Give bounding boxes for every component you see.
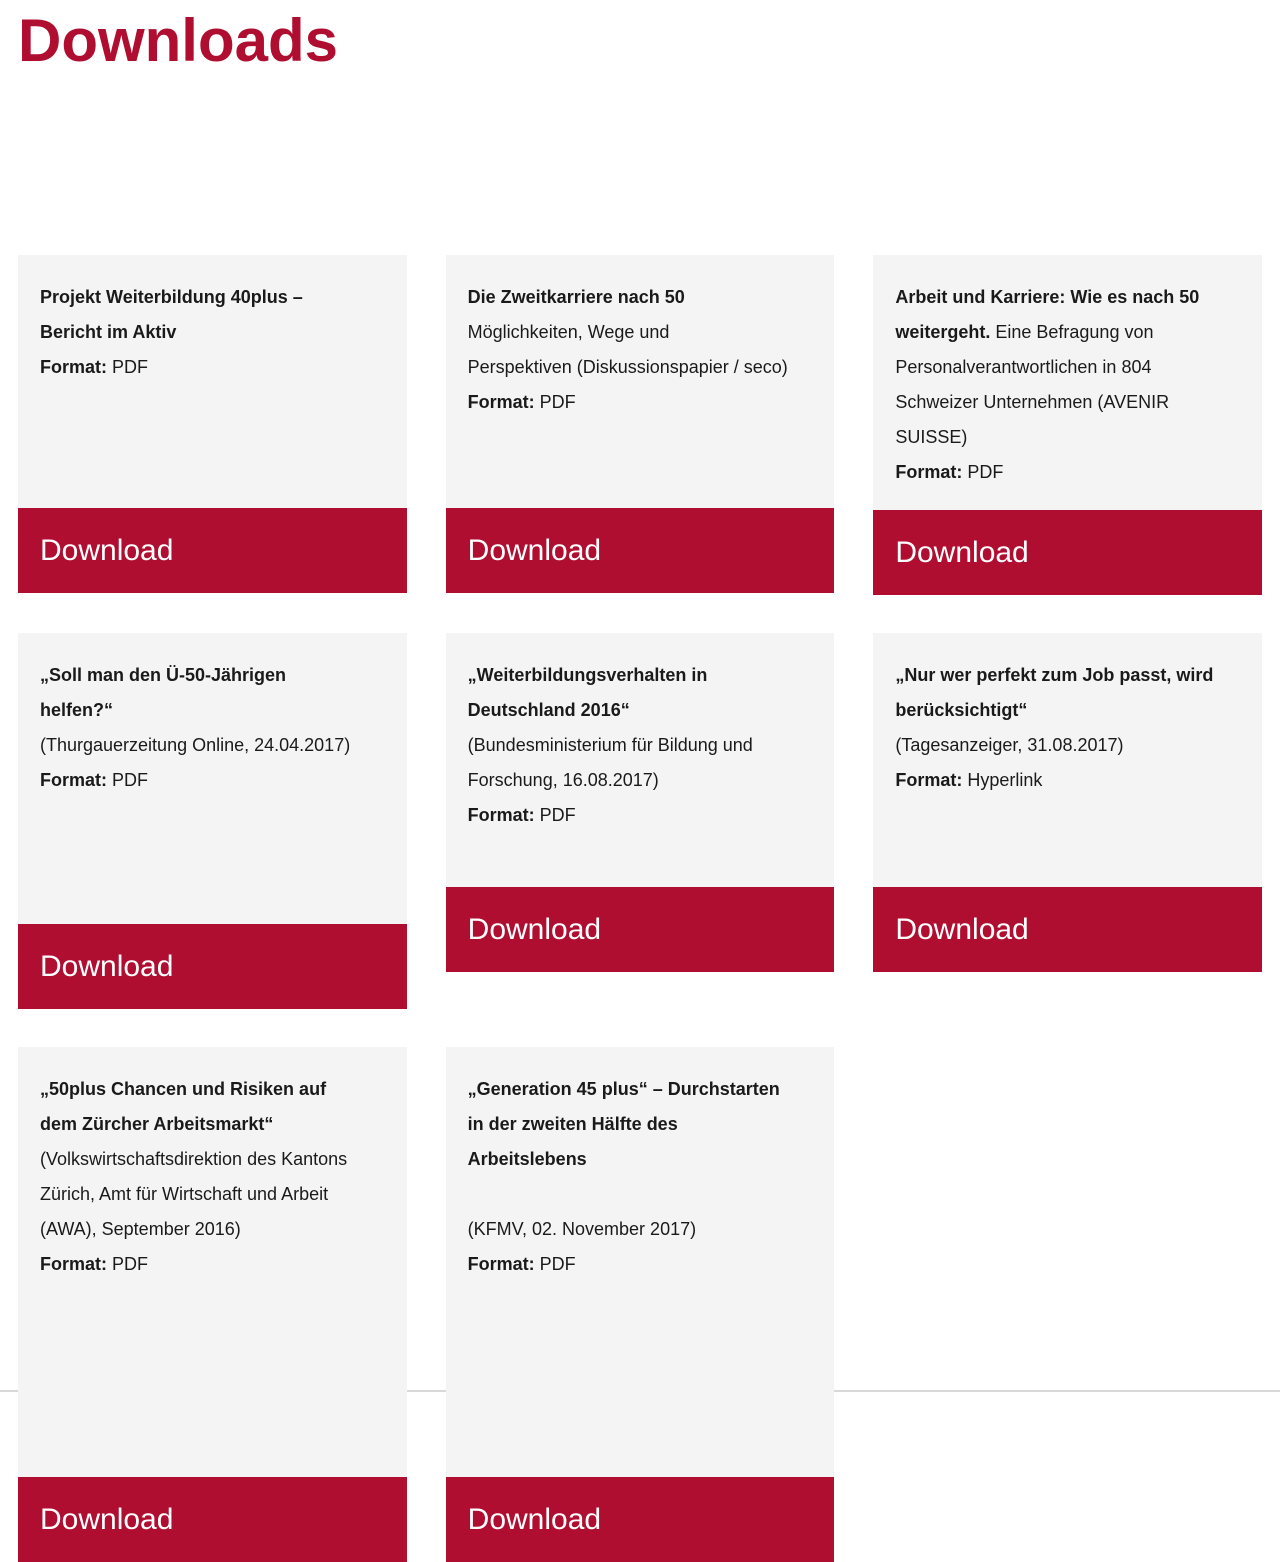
download-card <box>446 1047 835 1562</box>
format-label: Format: <box>40 1254 107 1274</box>
card-title-line <box>40 658 385 693</box>
card-description-line <box>895 350 1240 385</box>
card-content <box>446 1047 835 1477</box>
format-value: PDF <box>107 770 149 790</box>
card-title-text: dem Zürcher Arbeitsmarkt“ <box>40 1114 274 1134</box>
card-content <box>873 255 1262 510</box>
format-label: Format: <box>467 805 535 825</box>
card-description-line <box>40 1177 385 1212</box>
card-title-line <box>468 693 813 728</box>
download-card <box>873 633 1262 972</box>
format-line <box>40 763 385 798</box>
download-button[interactable]: Download <box>873 887 1262 972</box>
card-description-text: (Thurgauerzeitung Online, 24.04.2017) <box>40 735 351 755</box>
card-description-text: Eine Befragung von <box>990 322 1154 342</box>
format-label: Format: <box>40 770 107 790</box>
card-description-text: Zürich, Amt für Wirtschaft und Arbeit <box>40 1184 329 1204</box>
card-title-line <box>895 280 1240 315</box>
card-description-text: Schweizer Unternehmen (AVENIR <box>895 392 1170 412</box>
card-title-text: Bericht im Aktiv <box>40 322 177 342</box>
card-mixed-line <box>895 315 1240 350</box>
card-description-line <box>895 728 1240 763</box>
format-label: Format: <box>467 392 535 412</box>
format-line <box>895 763 1240 798</box>
format-value: PDF <box>107 357 149 377</box>
card-content <box>18 633 407 924</box>
download-button[interactable]: Download <box>18 508 407 593</box>
card-description-line <box>895 385 1240 420</box>
card-description-line <box>468 350 813 385</box>
card-description-text: (AWA), September 2016) <box>40 1219 241 1239</box>
card-content <box>873 633 1262 887</box>
card-title-text: Projekt Weiterbildung 40plus – <box>40 287 303 307</box>
format-value: PDF <box>534 392 576 412</box>
download-card <box>873 255 1262 595</box>
download-button[interactable]: Download <box>873 510 1262 595</box>
format-line <box>895 455 1240 490</box>
card-title-line <box>40 693 385 728</box>
card-title-line <box>40 1107 385 1142</box>
format-line <box>40 350 385 385</box>
format-line <box>468 1247 813 1282</box>
card-title-text: Arbeitslebens <box>467 1149 587 1169</box>
card-title-text: „Generation 45 plus“ – Durchstarten <box>467 1079 780 1099</box>
card-description-text: Forschung, 16.08.2017) <box>467 770 659 790</box>
card-title-line <box>40 315 385 350</box>
card-description-line <box>468 763 813 798</box>
card-title-text: „50plus Chancen und Risiken auf <box>40 1079 327 1099</box>
card-description-line <box>895 420 1240 455</box>
card-title-text: helfen?“ <box>40 700 114 720</box>
card-description-line <box>468 1212 813 1247</box>
card-description-line <box>468 315 813 350</box>
download-button[interactable]: Download <box>18 1477 407 1562</box>
card-title-text: berücksichtigt“ <box>895 700 1028 720</box>
download-card <box>446 255 835 593</box>
download-button[interactable]: Download <box>18 924 407 1009</box>
card-description-text: (KFMV, 02. November 2017) <box>467 1219 697 1239</box>
card-title-line <box>468 1072 813 1107</box>
card-title-text: Deutschland 2016“ <box>467 700 630 720</box>
card-title-line <box>468 280 813 315</box>
format-label: Format: <box>467 1254 535 1274</box>
download-card <box>18 1047 407 1562</box>
download-button[interactable]: Download <box>446 887 835 972</box>
downloads-section <box>0 6 1280 1536</box>
card-title-line <box>40 1072 385 1107</box>
downloads-grid <box>18 255 1262 1562</box>
card-title-line <box>40 280 385 315</box>
card-title-text: „Soll man den Ü-50-Jährigen <box>40 665 287 685</box>
format-line <box>40 1247 385 1282</box>
card-description-text: (Volkswirtschaftsdirektion des Kantons <box>40 1149 348 1169</box>
format-value: PDF <box>534 805 576 825</box>
card-description-line <box>40 728 385 763</box>
card-description-text: (Bundesministerium für Bildung und <box>467 735 753 755</box>
format-value: PDF <box>962 462 1004 482</box>
card-title-text: Die Zweitkarriere nach 50 <box>467 287 685 307</box>
card-title-line <box>468 1107 813 1142</box>
card-content <box>18 1047 407 1477</box>
card-description-text: Möglichkeiten, Wege und <box>467 322 670 342</box>
format-value: PDF <box>534 1254 576 1274</box>
card-description-text: (Tagesanzeiger, 31.08.2017) <box>895 735 1124 755</box>
card-title-line <box>468 1142 813 1177</box>
card-title-text: in der zweiten Hälfte des <box>467 1114 678 1134</box>
format-label: Format: <box>895 770 963 790</box>
card-description-text: Perspektiven (Diskussionspapier / seco) <box>467 357 788 377</box>
format-line <box>468 798 813 833</box>
card-description-line <box>40 1142 385 1177</box>
format-line <box>468 385 813 420</box>
card-content <box>446 255 835 508</box>
card-description-line <box>468 728 813 763</box>
format-value: Hyperlink <box>962 770 1043 790</box>
card-content <box>446 633 835 887</box>
card-title-line <box>895 693 1240 728</box>
download-button[interactable]: Download <box>446 1477 835 1562</box>
card-description-line <box>40 1212 385 1247</box>
format-label: Format: <box>895 462 963 482</box>
card-title-text: „Weiterbildungsverhalten in <box>467 665 708 685</box>
card-title-line <box>895 658 1240 693</box>
card-description-text: SUISSE) <box>895 427 968 447</box>
card-description-text: Personalverantwortlichen in 804 <box>895 357 1152 377</box>
format-value: PDF <box>107 1254 149 1274</box>
download-card <box>18 255 407 593</box>
card-title-line <box>468 658 813 693</box>
card-title-text: Arbeit und Karriere: Wie es nach 50 <box>895 287 1200 307</box>
download-card <box>446 633 835 972</box>
card-content <box>18 255 407 508</box>
card-title-text: „Nur wer perfekt zum Job passt, wird <box>895 665 1214 685</box>
card-title-text: weitergeht. <box>895 322 991 342</box>
page-title: Downloads <box>18 7 339 74</box>
download-button[interactable]: Download <box>446 508 835 593</box>
download-card <box>18 633 407 1009</box>
format-label: Format: <box>40 357 107 377</box>
